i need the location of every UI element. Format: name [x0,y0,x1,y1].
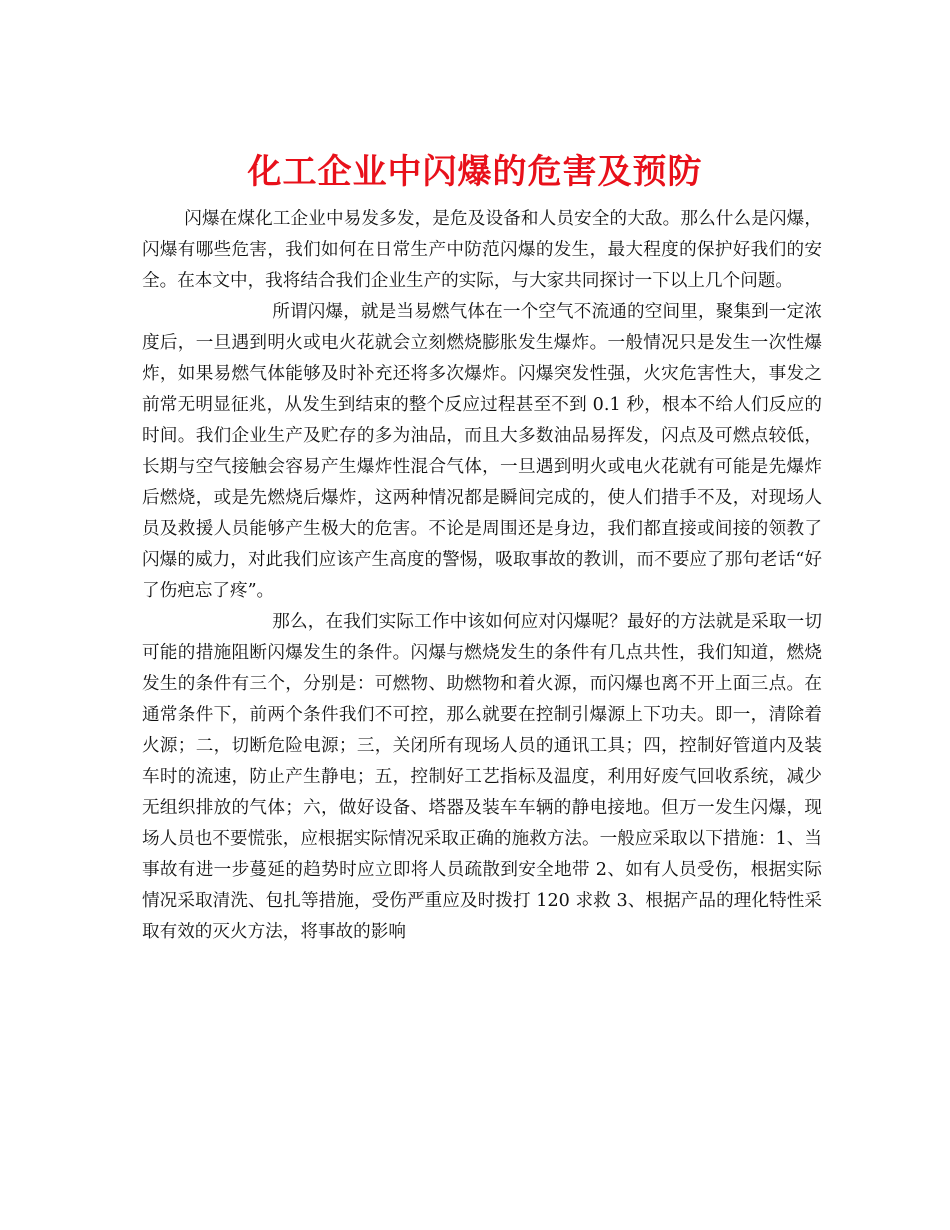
article-body [142,204,822,948]
paragraph-prevention: 那么，在我们实际工作中该如何应对闪爆呢？最好的方法就是采取一切可能的措施阻断闪爆发生的条件。闪爆与燃烧发生的条件有几点共性，我们知道，燃烧发生的条件有三个，分别是：可燃物、助燃物和着火源，而闪爆也离不开上面三点。在通常条件下，前两个条件我们不可控，那么就要在控制引爆源上下功夫。即一，清除着火源；二，切断危险电源；三，关闭所有现场人员的通讯工具；四，控制好管道内及装车时的流速，防止产生静电；五，控制好工艺指标及温度，利用好废气回收系统，减少无组织排放的气体；六，做好设备、塔器及装车车辆的静电接地。但万一发生闪爆，现场人员也不要慌张，应根据实际情况采取正确的施救方法。一般应采取以下措施：1、当事故有进一步蔓延的趋势时应立即将人员疏散到安全地带 2、如有人员受伤，根据实际情况采取清洗、包扎等措施，受伤严重应及时拨打 120 求救 3、根据产品的理化特性采取有效的灭火方法，将事故的影响 [142,612,822,942]
paragraph-definition: 所谓闪爆，就是当易燃气体在一个空气不流通的空间里，聚集到一定浓度后，一旦遇到明火或电火花就会立刻燃烧膨胀发生爆炸。一般情况只是发生一次性爆炸，如果易燃气体能够及时补充还将多次爆炸。闪爆突发性强，火灾危害性大，事发之前常无明显征兆，从发生到结束的整个反应过程甚至不到 0.1 秒，根本不给人们反应的时间。我们企业生产及贮存的多为油品，而且大多数油品易挥发，闪点及可燃点较低，长期与空气接触会容易产生爆炸性混合气体，一旦遇到明火或电火花就有可能是先爆炸后燃烧，或是先燃烧后爆炸，这两种情况都是瞬间完成的，使人们措手不及，对现场人员及救援人员能够产生极大的危害。不论是周围还是身边，我们都直接或间接的领教了闪爆的威力，对此我们应该产生高度的警惕，吸取事故的教训，而不要应了那句老话“好了伤疤忘了疼”。 [142,302,822,601]
page-title: 化工企业中闪爆的危害及预防 [247,151,703,192]
paragraph-intro: 闪爆在煤化工企业中易发多发，是危及设备和人员安全的大敌。那么什么是闪爆，闪爆有哪些危害，我们如何在日常生产中防范闪爆的发生，最大程度的保护好我们的安全。在本文中，我将结合我们企业生产的实际，与大家共同探讨一下以上几个问题。 [142,209,822,291]
